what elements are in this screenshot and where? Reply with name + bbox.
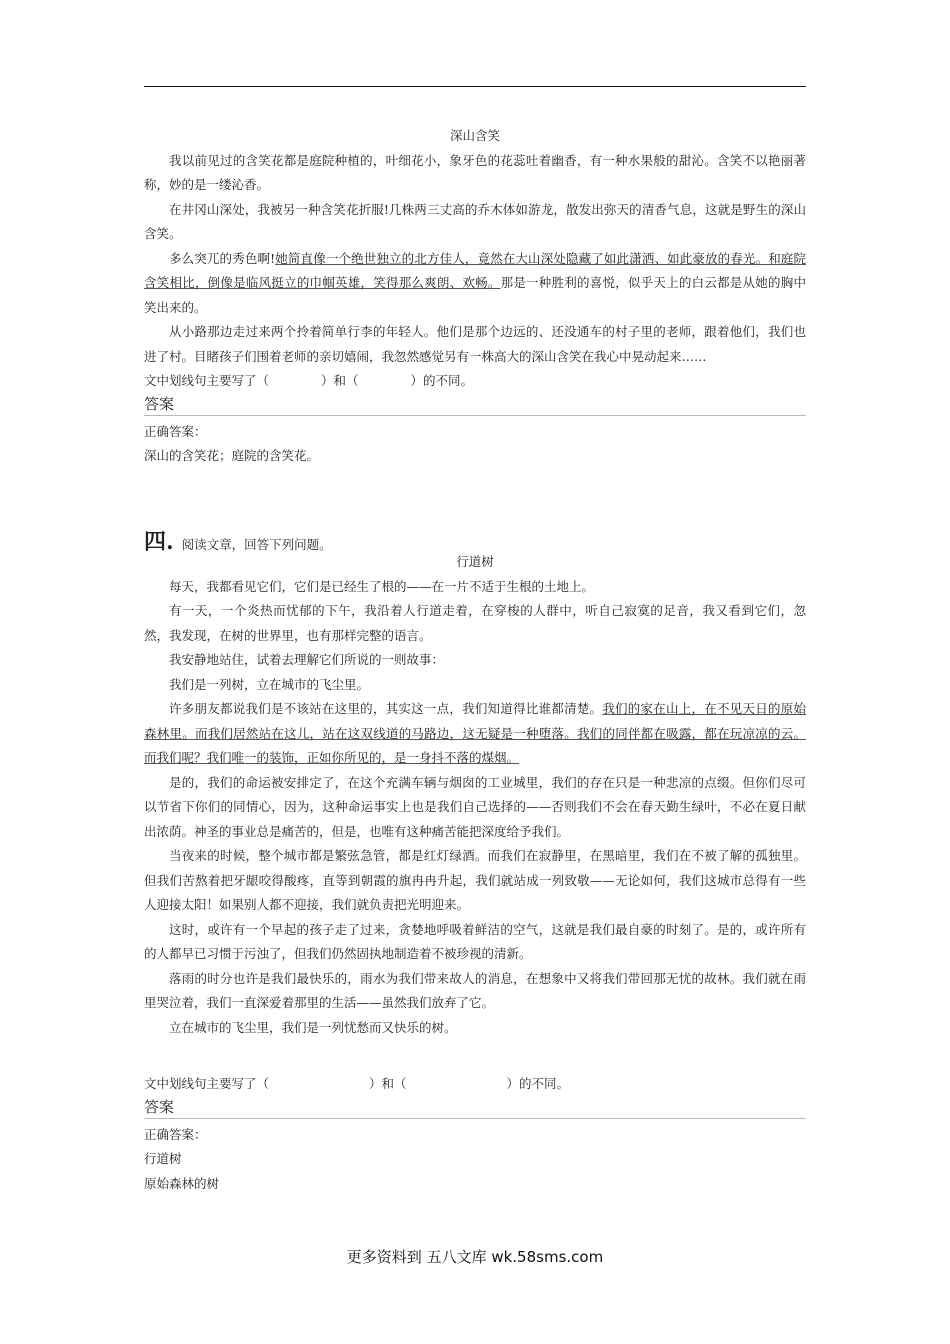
answer-heading: 答案 (144, 394, 806, 416)
passage-shenshan (144, 124, 806, 469)
underlined-sentence: 她简直像一个绝世独立的北方佳人，竟然在大山深处隐藏了如此潇洒、如此豪放的春光。和庭院含笑相比，倒像是临风挺立的巾帼英雄，笑得那么爽朗、欢畅。 (144, 250, 806, 290)
section-instruction: 阅读文章，回答下列问题。 (181, 537, 332, 552)
paragraph: 我以前见过的含笑花都是庭院种植的，叶细花小，象牙色的花蕊吐着幽香，有一种水果般的甜沁。含笑不以艳丽著称，妙的是一缕沁香。 (144, 152, 806, 192)
paragraph-text: 多么突兀的秀色啊! (169, 250, 276, 266)
paragraph: 在井冈山深处，我被另一种含笑花折服!几株两三丈高的乔木体如游龙，散发出弥天的清香气息，这就是野生的深山含笑。 (144, 201, 806, 241)
question-text: ）和（ (321, 373, 359, 388)
passage-xingdaoshu (144, 550, 806, 1040)
question (144, 369, 806, 394)
paragraph: 我们是一列树，立在城市的飞尘里。 (169, 676, 370, 692)
paragraph (144, 697, 806, 771)
paragraph-text: 许多朋友都说我们是不该站在这里的，其实这一点，我们知道得比谁都清楚。 (169, 701, 603, 716)
paragraph: 这时，或许有一个早起的孩子走了过来，贪婪地呼吸着鲜洁的空气，这就是我们最自豪的时刻了。是的，或许所有的人都早已习惯于污浊了，但我们仍然固执地制造着不被珍视的清新。 (144, 921, 806, 961)
question-text: 文中划线句主要写了（ (144, 1076, 270, 1091)
answer-text: 原始森林的树 (144, 1175, 220, 1191)
top-rule (144, 86, 806, 87)
question-text: ）和（ (369, 1076, 407, 1091)
paragraph: 每天，我都看见它们，它们是已经生了根的——在一片不适于生根的土地上。 (169, 578, 595, 594)
question-text: ）的不同。 (410, 373, 474, 388)
paragraph: 是的，我们的命运被安排定了，在这个充满车辆与烟囱的工业城里，我们的存在只是一种悲凉的点缀。但你们尽可以节省下你们的同情心，因为，这种命运事实上也是我们自己选择的——否则我们不会在春天勤生绿叶，不必在夏日献出浓荫。神圣的事业总是痛苦的，但是，也唯有这种痛苦能把深度给予我们。 (144, 774, 806, 839)
passage-title: 行道树 (456, 554, 494, 569)
question-text: 文中划线句主要写了（ (144, 373, 270, 388)
question (144, 1072, 806, 1097)
answer-heading: 答案 (144, 1097, 806, 1119)
paragraph: 我安静地站住，试着去理解它们所说的一则故事： (169, 652, 445, 667)
answer-text: 深山的含笑花；庭院的含笑花。 (144, 448, 320, 463)
paragraph: 有一天，一个炎热而忧郁的下午，我沿着人行道走着，在穿梭的人群中，听自己寂寞的足音，我又看到它们，忽然，我发现，在树的世界里，也有那样完整的语言。 (144, 603, 806, 643)
paragraph: 从小路那边走过来两个拎着简单行李的年轻人。他们是那个边远的、还没通车的村子里的老师，跟着他们，我们也进了村。目睹孩子们围着老师的亲切嬉闹，我忽然感觉另有一株高大的深山含笑在我心中晃动起来…… (144, 324, 806, 364)
question-text: ）的不同。 (506, 1076, 570, 1091)
section-number: 四. (144, 529, 174, 555)
underlined-sentence: 我们的家在山上，在不见天日的原始森林里。而我们居然站在这儿，站在这双线道的马路边，这无疑是一种堕落。我们的同伴都在吸露，都在玩凉凉的云。而我们呢？我们唯一的装饰，正如你所见的，是一身抖不落的煤烟。 (144, 701, 806, 765)
question-block (144, 1072, 806, 1196)
answer-text: 行道树 (144, 1151, 182, 1166)
paragraph: 立在城市的飞尘里，我们是一列忧愁而又快乐的树。 (169, 1019, 457, 1035)
passage-title: 深山含笑 (449, 128, 500, 143)
footer-link[interactable]: 更多资料到 五八文库 wk.58sms.com (346, 1248, 604, 1266)
answer-label: 正确答案： (144, 423, 207, 439)
paragraph: 当夜来的时候，整个城市都是繁弦急管，都是红灯绿酒。而我们在寂静里，在黑暗里，我们在不被了解的孤独里。但我们苦熬着把牙龈咬得酸疼，直等到朝霞的旗冉冉升起，我们就站成一列致敬——无论如何，我们这城市总得有一些人迎接太阳！如果别人都不迎接，我们就负责把光明迎来。 (144, 848, 806, 912)
paragraph (144, 247, 806, 321)
paragraph-text: 那是一种胜利的喜悦，似乎天上的白云都是从她的胸中笑出来的。 (144, 275, 806, 315)
answer-label: 正确答案： (144, 1126, 207, 1142)
paragraph: 落雨的时分也许是我们最快乐的，雨水为我们带来故人的消息，在想象中又将我们带回那无忧的故林。我们就在雨里哭泣着，我们一直深爱着那里的生活——虽然我们放弃了它。 (144, 970, 806, 1010)
